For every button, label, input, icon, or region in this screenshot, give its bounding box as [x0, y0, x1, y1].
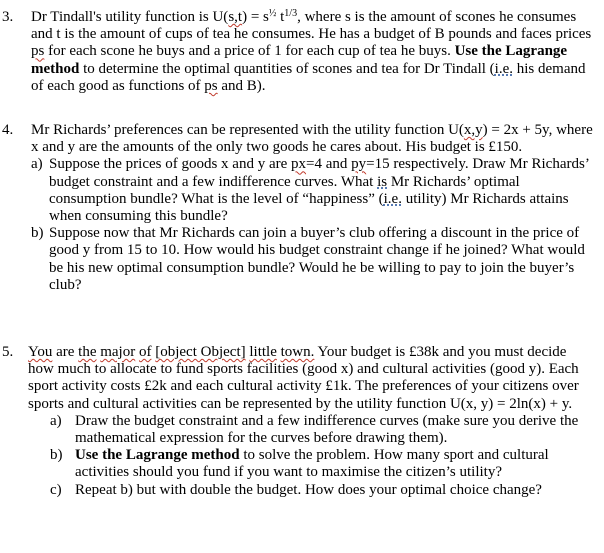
subquestion-b: b) Suppose now that Mr Richards can join a buyer’s club offering a discount in the price of good y from 15 to 10. How would his budget constraint change if he joined? What would be his new optimal consumption bundle? Would he be willing to pay to join the buyer’s club? [31, 225, 585, 293]
question-number: 3. [2, 9, 14, 25]
question-number: 5. [2, 344, 14, 360]
subquestion-c: c) Repeat b) but with double the budget. How does your optimal choice change? [50, 481, 542, 498]
question-stem: Mr Richards’ preferences can be represented with the utility function U(x,y) = 2x + 5y, where x and y are the amounts of the only two goods he cares about. His budget is £150. [31, 122, 593, 156]
question-stem: You are the major of [object Object] little town. Your budget is £38k and you must decide how much to allocate to fund sports facilities (good x) and cultural activities (good y). Each sport activity costs £2k and each cultural activity £1k. The preferences of your citizens over sports and cultural activities can be represented by the utility function U(x, y) = 2ln(x) + y. [28, 344, 579, 412]
question-text: Dr Tindall's utility function is $U(s,t) = s^{\frac{1}{2}}$ $t^{1/3}$, where s is the amount of scones he consumes and t is the amount of cups of tea he consumes. He has a budget of B pounds and faces prices ps for each scone he buys and a price of 1 for each cup of tea he buys. Use the Lagrange method to determine the optimal quantities of scones and tea for Dr Tindall (i.e. his demand of each good as functions of ps and B). [31, 8, 592, 94]
question-text [31, 122, 594, 294]
question-text [28, 344, 594, 499]
subquestion-b: b) Use the Lagrange method to solve the problem. How many sport and cultural activities should you fund if you want to maximise the citizen’s utility? [50, 447, 549, 481]
question-number: 4. [2, 122, 14, 138]
subquestion-a: a) Draw the budget constraint and a few indifference curves (make sure you derive the mathematical expression for the curves before drawing them). [50, 412, 579, 447]
subquestion-a: a) Suppose the prices of goods x and y are px=4 and py=15 respectively. Draw Mr Richards’ budget constraint and a few indifference curves. What is Mr Richards’ optimal consumption bundle? What is the level of “happiness” (i.e. utility) Mr Richards attains when consuming this bundle? [31, 156, 589, 225]
